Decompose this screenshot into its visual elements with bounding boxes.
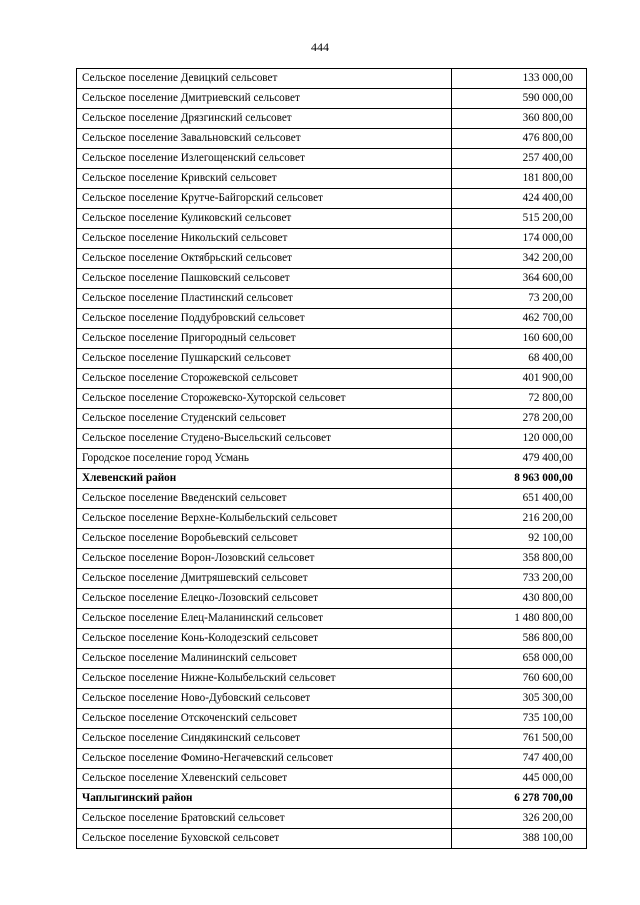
- settlement-name: Сельское поселение Буховской сельсовет: [77, 829, 452, 849]
- table-row: [77, 109, 587, 129]
- district-row: [77, 469, 587, 489]
- settlement-name: Сельское поселение Пластинский сельсовет: [77, 289, 452, 309]
- settlement-name: Сельское поселение Воробьевский сельсовет: [77, 529, 452, 549]
- settlement-name: Сельское поселение Малининский сельсовет: [77, 649, 452, 669]
- table-row: [77, 69, 587, 89]
- table-row: [77, 649, 587, 669]
- settlement-name: Сельское поселение Ново-Дубовский сельсовет: [77, 689, 452, 709]
- settlement-name: Сельское поселение Братовский сельсовет: [77, 809, 452, 829]
- table-row: [77, 349, 587, 369]
- settlement-name: Сельское поселение Дрязгинский сельсовет: [77, 109, 452, 129]
- table-row: [77, 269, 587, 289]
- settlement-name: Сельское поселение Верхне-Колыбельский сельсовет: [77, 509, 452, 529]
- amount-value: 401 900,00: [452, 369, 587, 389]
- district-name: Чаплыгинский район: [77, 789, 452, 809]
- amount-value: 586 800,00: [452, 629, 587, 649]
- settlement-name: Сельское поселение Поддубровский сельсовет: [77, 309, 452, 329]
- settlement-name: Сельское поселение Излегощенский сельсовет: [77, 149, 452, 169]
- amount-value: 216 200,00: [452, 509, 587, 529]
- budget-table: [76, 68, 587, 849]
- table-row: [77, 609, 587, 629]
- amount-value: 445 000,00: [452, 769, 587, 789]
- table-row: [77, 729, 587, 749]
- settlement-name: Сельское поселение Куликовский сельсовет: [77, 209, 452, 229]
- table-row: [77, 409, 587, 429]
- settlement-name: Сельское поселение Студено-Высельский сельсовет: [77, 429, 452, 449]
- amount-value: 747 400,00: [452, 749, 587, 769]
- amount-value: 733 200,00: [452, 569, 587, 589]
- amount-value: 160 600,00: [452, 329, 587, 349]
- table-row: [77, 389, 587, 409]
- table-row: [77, 129, 587, 149]
- settlement-name: Сельское поселение Отскоченский сельсовет: [77, 709, 452, 729]
- district-row: [77, 789, 587, 809]
- table-row: [77, 429, 587, 449]
- amount-value: 133 000,00: [452, 69, 587, 89]
- table-row: [77, 669, 587, 689]
- settlement-name: Сельское поселение Елец-Маланинский сельсовет: [77, 609, 452, 629]
- settlement-name: Сельское поселение Сторожевской сельсовет: [77, 369, 452, 389]
- amount-value: 278 200,00: [452, 409, 587, 429]
- amount-value: 358 800,00: [452, 549, 587, 569]
- amount-value: 1 480 800,00: [452, 609, 587, 629]
- table-row: [77, 749, 587, 769]
- amount-value: 305 300,00: [452, 689, 587, 709]
- amount-value: 326 200,00: [452, 809, 587, 829]
- table-row: [77, 169, 587, 189]
- table-row: [77, 369, 587, 389]
- table-row: [77, 449, 587, 469]
- settlement-name: Сельское поселение Девицкий сельсовет: [77, 69, 452, 89]
- settlement-name: Сельское поселение Кривский сельсовет: [77, 169, 452, 189]
- settlement-name: Сельское поселение Дмитряшевский сельсовет: [77, 569, 452, 589]
- amount-value: 651 400,00: [452, 489, 587, 509]
- amount-value: 360 800,00: [452, 109, 587, 129]
- table-row: [77, 629, 587, 649]
- settlement-name: Сельское поселение Конь-Колодезский сельсовет: [77, 629, 452, 649]
- amount-value: 68 400,00: [452, 349, 587, 369]
- settlement-name: Сельское поселение Ворон-Лозовский сельсовет: [77, 549, 452, 569]
- table-row: [77, 149, 587, 169]
- table-row: [77, 89, 587, 109]
- district-total-amount: 8 963 000,00: [452, 469, 587, 489]
- settlement-name: Сельское поселение Введенский сельсовет: [77, 489, 452, 509]
- settlement-name: Сельское поселение Нижне-Колыбельский сельсовет: [77, 669, 452, 689]
- district-total-amount: 6 278 700,00: [452, 789, 587, 809]
- table-row: [77, 509, 587, 529]
- table-row: [77, 209, 587, 229]
- table-row: [77, 329, 587, 349]
- amount-value: 462 700,00: [452, 309, 587, 329]
- settlement-name: Сельское поселение Пашковский сельсовет: [77, 269, 452, 289]
- settlement-name: Сельское поселение Октябрьский сельсовет: [77, 249, 452, 269]
- amount-value: 658 000,00: [452, 649, 587, 669]
- table-row: [77, 229, 587, 249]
- amount-value: 257 400,00: [452, 149, 587, 169]
- amount-value: 424 400,00: [452, 189, 587, 209]
- amount-value: 515 200,00: [452, 209, 587, 229]
- settlement-name: Сельское поселение Синдякинский сельсовет: [77, 729, 452, 749]
- settlement-name: Сельское поселение Сторожевско-Хуторской сельсовет: [77, 389, 452, 409]
- amount-value: 73 200,00: [452, 289, 587, 309]
- amount-value: 72 800,00: [452, 389, 587, 409]
- amount-value: 479 400,00: [452, 449, 587, 469]
- amount-value: 735 100,00: [452, 709, 587, 729]
- settlement-name: Сельское поселение Крутче-Байгорский сельсовет: [77, 189, 452, 209]
- amount-value: 590 000,00: [452, 89, 587, 109]
- table-row: [77, 829, 587, 849]
- settlement-name: Сельское поселение Никольский сельсовет: [77, 229, 452, 249]
- page-number: 444: [311, 40, 329, 54]
- amount-value: 476 800,00: [452, 129, 587, 149]
- table-row: [77, 769, 587, 789]
- budget-table-body: [77, 69, 587, 849]
- table-row: [77, 489, 587, 509]
- amount-value: 92 100,00: [452, 529, 587, 549]
- table-row: [77, 249, 587, 269]
- table-row: [77, 569, 587, 589]
- table-row: [77, 709, 587, 729]
- table-row: [77, 289, 587, 309]
- table-row: [77, 309, 587, 329]
- settlement-name: Сельское поселение Пригородный сельсовет: [77, 329, 452, 349]
- amount-value: 342 200,00: [452, 249, 587, 269]
- settlement-name: Сельское поселение Хлевенский сельсовет: [77, 769, 452, 789]
- amount-value: 760 600,00: [452, 669, 587, 689]
- table-row: [77, 809, 587, 829]
- amount-value: 364 600,00: [452, 269, 587, 289]
- settlement-name: Сельское поселение Елецко-Лозовский сельсовет: [77, 589, 452, 609]
- amount-value: 388 100,00: [452, 829, 587, 849]
- amount-value: 181 800,00: [452, 169, 587, 189]
- settlement-name: Сельское поселение Завальновский сельсовет: [77, 129, 452, 149]
- district-name: Хлевенский район: [77, 469, 452, 489]
- amount-value: 761 500,00: [452, 729, 587, 749]
- settlement-name: Сельское поселение Фомино-Негачевский сельсовет: [77, 749, 452, 769]
- table-row: [77, 189, 587, 209]
- settlement-name: Сельское поселение Студенский сельсовет: [77, 409, 452, 429]
- table-row: [77, 589, 587, 609]
- table-row: [77, 529, 587, 549]
- amount-value: 120 000,00: [452, 429, 587, 449]
- amount-value: 430 800,00: [452, 589, 587, 609]
- settlement-name: Сельское поселение Дмитриевский сельсовет: [77, 89, 452, 109]
- settlement-name: Городское поселение город Усмань: [77, 449, 452, 469]
- settlement-name: Сельское поселение Пушкарский сельсовет: [77, 349, 452, 369]
- amount-value: 174 000,00: [452, 229, 587, 249]
- table-row: [77, 689, 587, 709]
- table-row: [77, 549, 587, 569]
